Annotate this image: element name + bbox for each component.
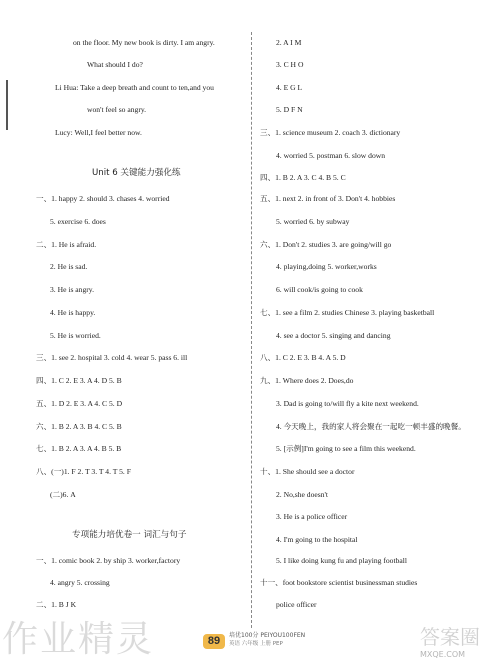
- answer-line: 六、1. Don't 2. studies 3. are going/will go: [260, 240, 392, 249]
- answer-line: on the floor. My new book is dirty. I am angry.: [73, 38, 215, 47]
- answer-line: 5. worried 6. by subway: [276, 217, 350, 226]
- column-divider: [251, 32, 252, 628]
- answer-line: 五、1. D 2. E 3. A 4. C 5. D: [36, 399, 123, 408]
- answer-line: 七、1. see a film 2. studies Chinese 3. playing basketball: [260, 308, 435, 317]
- answer-line: 八、1. C 2. E 3. B 4. A 5. D: [260, 353, 346, 362]
- unit-6-title: Unit 6 关键能力强化练: [92, 168, 181, 178]
- answer-line: Lucy: Well,I feel better now.: [55, 128, 142, 137]
- answer-line: (二)6. A: [50, 490, 76, 499]
- page-number: 89: [203, 634, 225, 649]
- answer-line: 十、1. She should see a doctor: [260, 467, 355, 476]
- answer-line: 4. playing,doing 5. worker,works: [276, 262, 377, 271]
- footer-subtitle: 英语 六年级 上册 PEP: [229, 641, 283, 647]
- answer-line: 一、1. comic book 2. by ship 3. worker,factory: [36, 556, 181, 565]
- answer-line: 6. will cook/is going to cook: [276, 285, 363, 294]
- answer-line: 五、1. next 2. in front of 3. Don't 4. hobbies: [260, 194, 396, 203]
- answer-line: 5. He is worried.: [50, 331, 101, 340]
- answer-line: 九、1. Where does 2. Does,do: [260, 376, 354, 385]
- answer-line: 3. He is angry.: [50, 285, 95, 294]
- answer-line: 2. No,she doesn't: [276, 490, 328, 499]
- answer-line: 5. D F N: [276, 105, 303, 114]
- answer-line: 4. see a doctor 5. singing and dancing: [276, 331, 391, 340]
- footer-brand: 培优100分 PEIYOU100FEN: [229, 632, 306, 639]
- answer-line: 三、1. science museum 2. coach 3. dictionary: [260, 128, 401, 137]
- answer-line: won't feel so angry.: [87, 105, 147, 114]
- answer-line: 二、1. B J K: [36, 600, 77, 609]
- answer-line: 七、1. B 2. A 3. A 4. B 5. B: [36, 444, 122, 453]
- answer-line: 4. angry 5. crossing: [50, 578, 110, 587]
- answer-line: 三、1. see 2. hospital 3. cold 4. wear 5. pass 6. ill: [36, 353, 188, 362]
- margin-bar: [6, 80, 8, 130]
- answer-line: 4. He is happy.: [50, 308, 96, 317]
- answer-line: 5. I like doing kung fu and playing football: [276, 556, 407, 565]
- answer-line: 八、(一)1. F 2. T 3. T 4. T 5. F: [36, 467, 131, 476]
- answer-line: 二、1. He is afraid.: [36, 240, 97, 249]
- answer-line: 2. He is sad.: [50, 262, 88, 271]
- answer-line: 5. exercise 6. does: [50, 217, 106, 226]
- answer-line: 5. [示例]I'm going to see a film this weekend.: [276, 444, 416, 453]
- answer-line: Li Hua: Take a deep breath and count to ten,and you: [55, 83, 214, 92]
- answer-line: 4. E G L: [276, 83, 303, 92]
- answer-line: 3. Dad is going to/will fly a kite next weekend.: [276, 399, 419, 408]
- answer-line: 3. C H O: [276, 60, 304, 69]
- answer-line: What should I do?: [87, 60, 143, 69]
- answer-line: 四、1. B 2. A 3. C 4. B 5. C: [260, 173, 346, 182]
- special-title: 专项能力培优卷一 词汇与句子: [72, 530, 187, 540]
- watermark-url: MXQE.COM: [420, 650, 466, 659]
- watermark-right: 答案圈: [420, 625, 480, 649]
- watermark-left: 作业精灵: [2, 619, 155, 660]
- answer-line: 六、1. B 2. A 3. B 4. C 5. B: [36, 422, 122, 431]
- answer-line: 四、1. C 2. E 3. A 4. D 5. B: [36, 376, 122, 385]
- answer-line: 十一、foot bookstore scientist businessman studies: [260, 578, 418, 587]
- answer-line: police officer: [276, 600, 317, 609]
- answer-line: 2. A I M: [276, 38, 302, 47]
- answer-line: 4. worried 5. postman 6. slow down: [276, 151, 386, 160]
- answer-line: 一、1. happy 2. should 3. chases 4. worried: [36, 194, 170, 203]
- answer-line: 4. 今天晚上，我的家人将会聚在一起吃一顿丰盛的晚餐。: [276, 422, 466, 431]
- answer-line: 4. I'm going to the hospital: [276, 535, 358, 544]
- answer-line: 3. He is a police officer: [276, 512, 348, 521]
